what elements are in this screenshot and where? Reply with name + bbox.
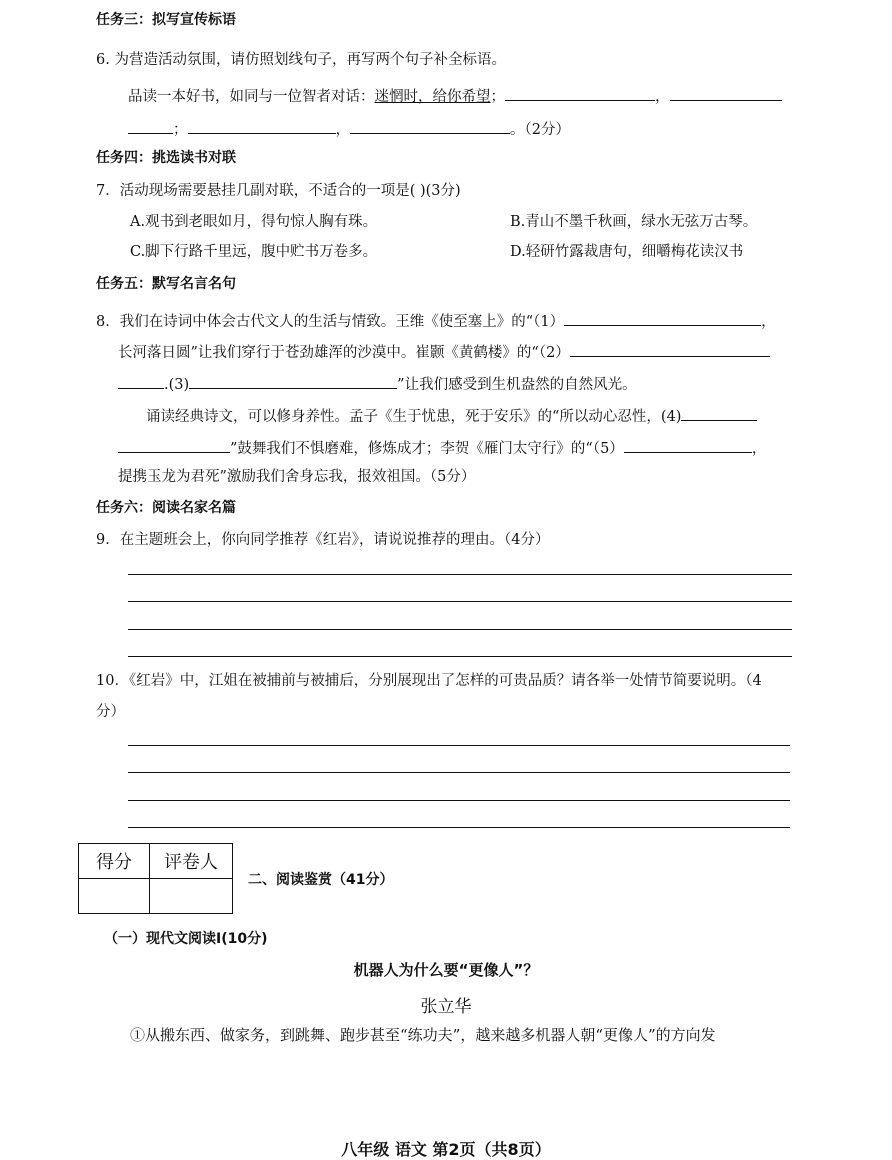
q8-line6: 提携玉龙为君死”激励我们舍身忘我，报效祖国。（5分） (118, 469, 476, 485)
q10-answer-line-3[interactable] (128, 800, 790, 801)
q10-answer-line-4[interactable] (128, 827, 790, 828)
q9-answer-line-4[interactable] (128, 656, 792, 657)
article-para-1: ①从搬东西、做家务，到跳舞、跑步甚至“练功夫”，越来越多机器人朝“更像人”的方向发 (130, 1026, 716, 1044)
q8-line2 (118, 340, 770, 363)
q8-blank-4[interactable] (681, 404, 757, 421)
q8-blank-1[interactable] (564, 309, 761, 326)
grader-cell[interactable] (150, 879, 233, 914)
q9-answer-line-2[interactable] (128, 601, 792, 602)
q7-option-d[interactable]: D.轻研竹露裁唐句，细嚼梅花读汉书 (510, 244, 744, 260)
q8-blank-3[interactable] (189, 372, 397, 389)
q8-line3-text: ”让我们感受到生机盎然的自然风光。 (397, 377, 637, 393)
q8-label-3: .(3) (164, 377, 190, 393)
q6-line2 (128, 117, 570, 140)
q6-stem: 6. 为营造活动氛围，请仿照划线句子，再写两个句子补全标语。 (96, 52, 506, 68)
grader-header: 评卷人 (150, 844, 233, 879)
article-title: 机器人为什么要“更像人”？ (353, 961, 539, 979)
q9-answer-line-3[interactable] (128, 629, 792, 630)
q9-stem: 9．在主题班会上，你向同学推荐《红岩》，请说说推荐的理由。（4分） (96, 532, 550, 548)
section2-heading: 二、阅读鉴赏（41分） (248, 872, 394, 888)
task5-heading: 任务五：默写名言名句 (96, 276, 236, 292)
q8-line3 (118, 372, 637, 395)
q6-blank-3[interactable] (128, 117, 173, 134)
q8-line4-text: 诵读经典诗文，可以修身养性。孟子《生于忧患，死于安乐》的“所以动心忍性，(4) (146, 409, 682, 425)
task3-heading: 任务三：拟写宣传标语 (96, 12, 236, 28)
q10-stem-cont: 分） (96, 704, 125, 720)
q6-underlined-example: 迷惘时，给你希望 (374, 89, 491, 105)
q8-blank-5[interactable] (624, 436, 752, 453)
q8-line1 (96, 309, 776, 332)
task4-heading: 任务四：挑选读书对联 (96, 150, 236, 166)
q8-line5-text: ”鼓舞我们不惧磨难，修炼成才；李贺《雁门太守行》的“（5） (230, 441, 624, 457)
q6-blank-2[interactable] (670, 84, 782, 101)
q6-blank-5[interactable] (350, 117, 510, 134)
score-box (78, 843, 233, 914)
task6-heading: 任务六：阅读名家名篇 (96, 500, 236, 516)
q7-option-b[interactable]: B.青山不墨千秋画，绿水无弦万古琴。 (510, 214, 758, 230)
q6-semicolon: ； (173, 122, 188, 138)
score-cell[interactable] (79, 879, 150, 914)
q6-prefix: 品读一本好书，如同与一位智者对话： (128, 89, 375, 105)
q8-line5-end: ， (751, 441, 767, 457)
q8-line1-text: 8．我们在诗词中体会古代文人的生活与情致。王维《使至塞上》的“（1） (96, 314, 565, 330)
q8-line4 (146, 404, 757, 427)
q9-answer-line-1[interactable] (128, 574, 792, 575)
q8-line5 (118, 436, 766, 459)
q7-stem: 7．活动现场需要悬挂几副对联，不适合的一项是( )(3分) (96, 183, 461, 199)
q6-blank-4[interactable] (188, 117, 336, 134)
section2-sub-heading: （一）现代文阅读Ⅰ(10分) (104, 931, 268, 947)
q6-comma: ， (655, 89, 670, 105)
q8-line1-end: ， (761, 314, 776, 330)
q6-line1 (128, 84, 782, 107)
q8-blank-2[interactable] (570, 340, 770, 357)
q10-answer-line-1[interactable] (128, 745, 790, 746)
q7-option-a[interactable]: A.观书到老眼如月，得句惊人胸有珠。 (130, 214, 378, 230)
page-footer: 八年级 语文 第2页（共8页） (341, 1140, 551, 1159)
article-author: 张立华 (420, 997, 472, 1017)
q8-blank-2b[interactable] (118, 372, 164, 389)
q6-end: 。（2分） (510, 122, 570, 138)
q8-blank-4b[interactable] (118, 436, 230, 453)
q6-blank-1[interactable] (505, 84, 655, 101)
q8-line2-text: 长河落日圆”让我们穿行于苍劲雄浑的沙漠中。崔颢《黄鹤楼》的“（2） (118, 345, 570, 361)
q10-answer-line-2[interactable] (128, 772, 790, 773)
q10-stem: 10．《红岩》中，江姐在被捕前与被捕后，分别展现出了怎样的可贵品质？请各举一处情节简要说明。（4 (96, 673, 762, 689)
q6-comma2: ， (335, 122, 350, 138)
q7-option-c[interactable]: C.脚下行路千里远，腹中贮书万卷多。 (130, 244, 378, 260)
score-header: 得分 (79, 844, 150, 879)
q6-colon: ； (490, 89, 505, 105)
